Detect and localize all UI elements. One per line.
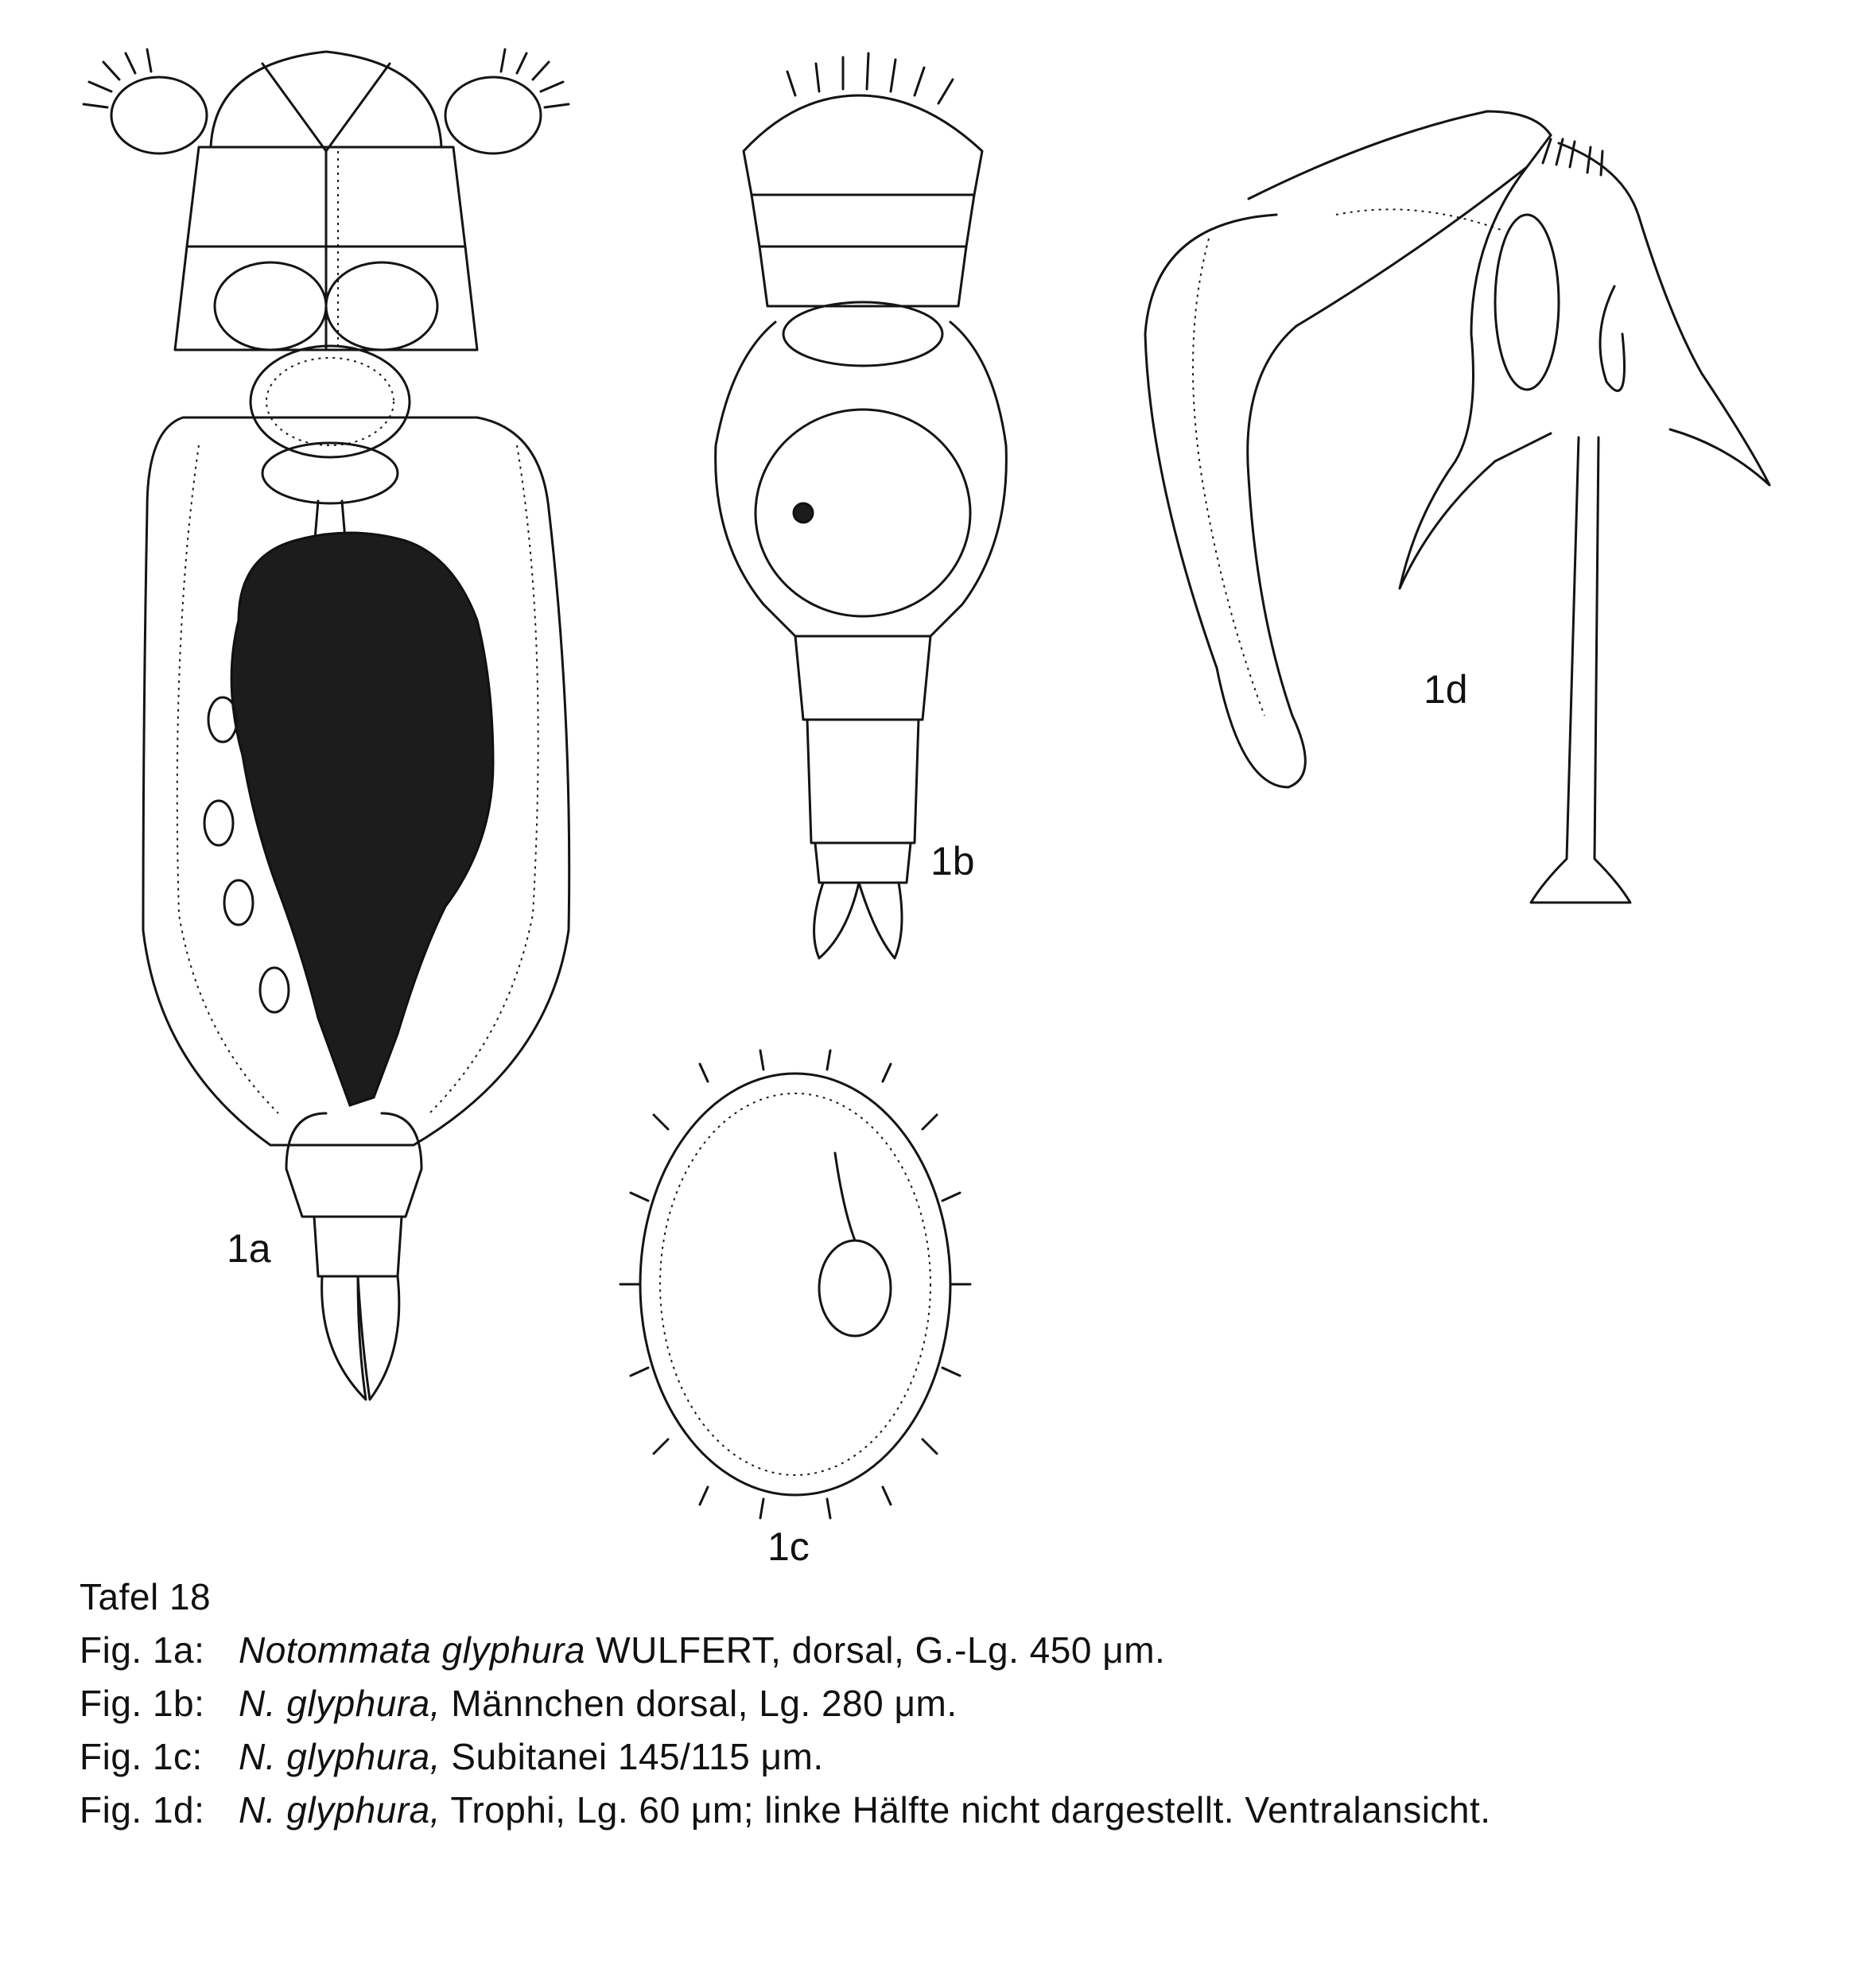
plate-title: Tafel 18 — [80, 1576, 212, 1617]
species-name: Notommata glyphura — [239, 1629, 585, 1671]
caption-prefix: Fig. 1a: — [80, 1629, 205, 1671]
figure-1d-drawing — [1145, 111, 1769, 903]
figure-label-1c: 1c — [767, 1524, 810, 1569]
caption-line-1c — [80, 1730, 1797, 1784]
caption-text: Trophi, Lg. 60 μm; linke Hälfte nicht dargestellt. Ventralansicht. — [441, 1789, 1491, 1831]
caption-text: WULFERT, dorsal, G.-Lg. 450 μm. — [585, 1629, 1166, 1671]
species-name: N. glyphura, — [239, 1683, 441, 1724]
caption-text: Subitanei 145/115 μm. — [441, 1736, 824, 1777]
caption-line-1d — [80, 1784, 1797, 1837]
caption-prefix: Fig. 1c: — [80, 1736, 203, 1777]
figure-1a-drawing — [84, 49, 569, 1400]
species-name: N. glyphura, — [239, 1789, 441, 1831]
figure-1c-drawing — [620, 1050, 970, 1518]
figure-label-1a: 1a — [227, 1226, 271, 1271]
figure-label-1d: 1d — [1424, 667, 1468, 712]
caption-line-1a — [80, 1624, 1797, 1677]
species-name: N. glyphura, — [239, 1736, 441, 1777]
plate-caption — [80, 1571, 1797, 1837]
caption-line-1b — [80, 1677, 1797, 1730]
caption-text: Männchen dorsal, Lg. 280 μm. — [441, 1683, 958, 1724]
figure-1b-drawing — [716, 53, 1007, 958]
figure-label-1b: 1b — [930, 839, 975, 883]
caption-prefix: Fig. 1d: — [80, 1789, 205, 1831]
caption-prefix: Fig. 1b: — [80, 1683, 205, 1724]
